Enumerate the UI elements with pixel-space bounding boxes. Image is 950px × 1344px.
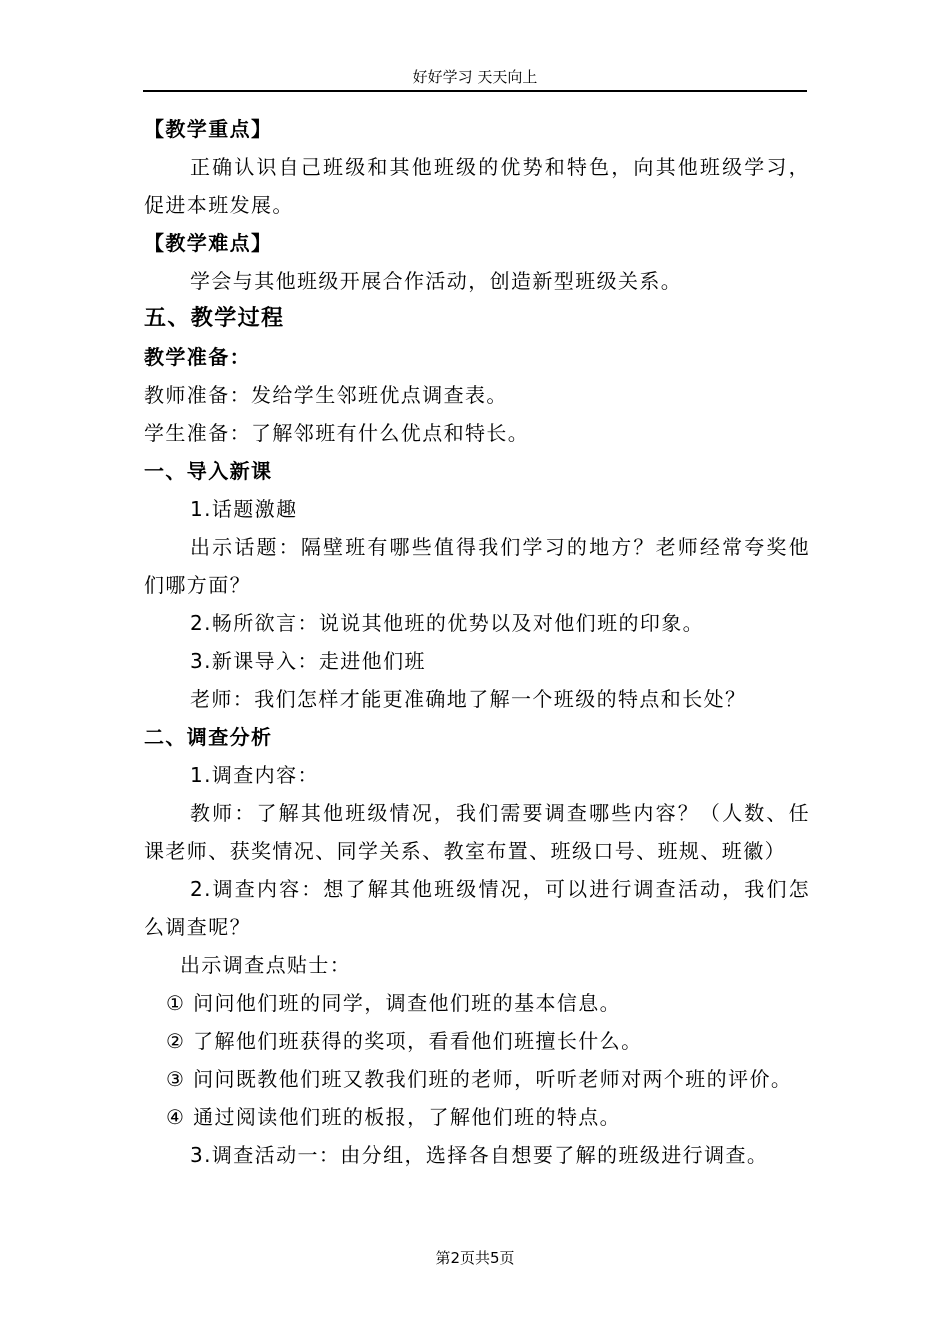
- teacher-prep-line: 教师准备：发给学生邻班优点调查表。: [144, 383, 508, 407]
- intro-item-3: 3.新课导入：走进他们班: [190, 649, 426, 673]
- tip-item-2: ② 了解他们班获得的奖项，看看他们班擅长什么。: [166, 1029, 643, 1053]
- survey-item-1-text: 教师：了解其他班级情况，我们需要调查哪些内容？（人数、任课老师、获奖情况、同学关系、教室布置、班级口号、班规、班徽）: [144, 801, 810, 863]
- difficulty-heading: 【教学难点】: [144, 231, 273, 255]
- survey-heading: 二、调查分析: [144, 725, 273, 749]
- page-number: 第2页共5页: [435, 1249, 515, 1267]
- intro-item-2: 2.畅所欲言：说说其他班的优势以及对他们班的印象。: [190, 611, 705, 635]
- document-body: [144, 110, 810, 1174]
- intro-item-3-text: 老师：我们怎样才能更准确地了解一个班级的特点和长处？: [190, 687, 747, 711]
- tip-item-4: ④ 通过阅读他们班的板报，了解他们班的特点。: [166, 1105, 622, 1129]
- process-heading: 五、教学过程: [144, 306, 285, 331]
- intro-item-1: 1.话题激趣: [190, 497, 298, 521]
- tip-item-3: ③ 问问既教他们班又教我们班的老师，听听老师对两个班的评价。: [166, 1067, 793, 1091]
- difficulty-paragraph: 学会与其他班级开展合作活动，创造新型班级关系。: [190, 269, 683, 293]
- key-point-heading: 【教学重点】: [144, 117, 273, 141]
- survey-item-3: 3.调查活动一：由分组，选择各自想要了解的班级进行调查。: [190, 1143, 769, 1167]
- prep-heading: 教学准备：: [144, 345, 251, 369]
- intro-heading: 一、导入新课: [144, 459, 273, 483]
- survey-item-1: 1.调查内容：: [190, 763, 319, 787]
- page-header: 好好学习 天天向上: [143, 64, 807, 92]
- survey-item-2-text: 2.调查内容：想了解其他班级情况，可以进行调查活动，我们怎么调查呢？: [144, 877, 810, 939]
- tip-item-1: ① 问问他们班的同学，调查他们班的基本信息。: [166, 991, 622, 1015]
- key-point-paragraph: 正确认识自己班级和其他班级的优势和特色，向其他班级学习，促进本班发展。: [144, 155, 810, 217]
- intro-item-1-text: 出示话题：隔壁班有哪些值得我们学习的地方？老师经常夸奖他们哪方面？: [144, 535, 810, 597]
- student-prep-line: 学生准备：了解邻班有什么优点和特长。: [144, 421, 530, 445]
- tips-heading: 出示调查点贴士：: [180, 953, 352, 977]
